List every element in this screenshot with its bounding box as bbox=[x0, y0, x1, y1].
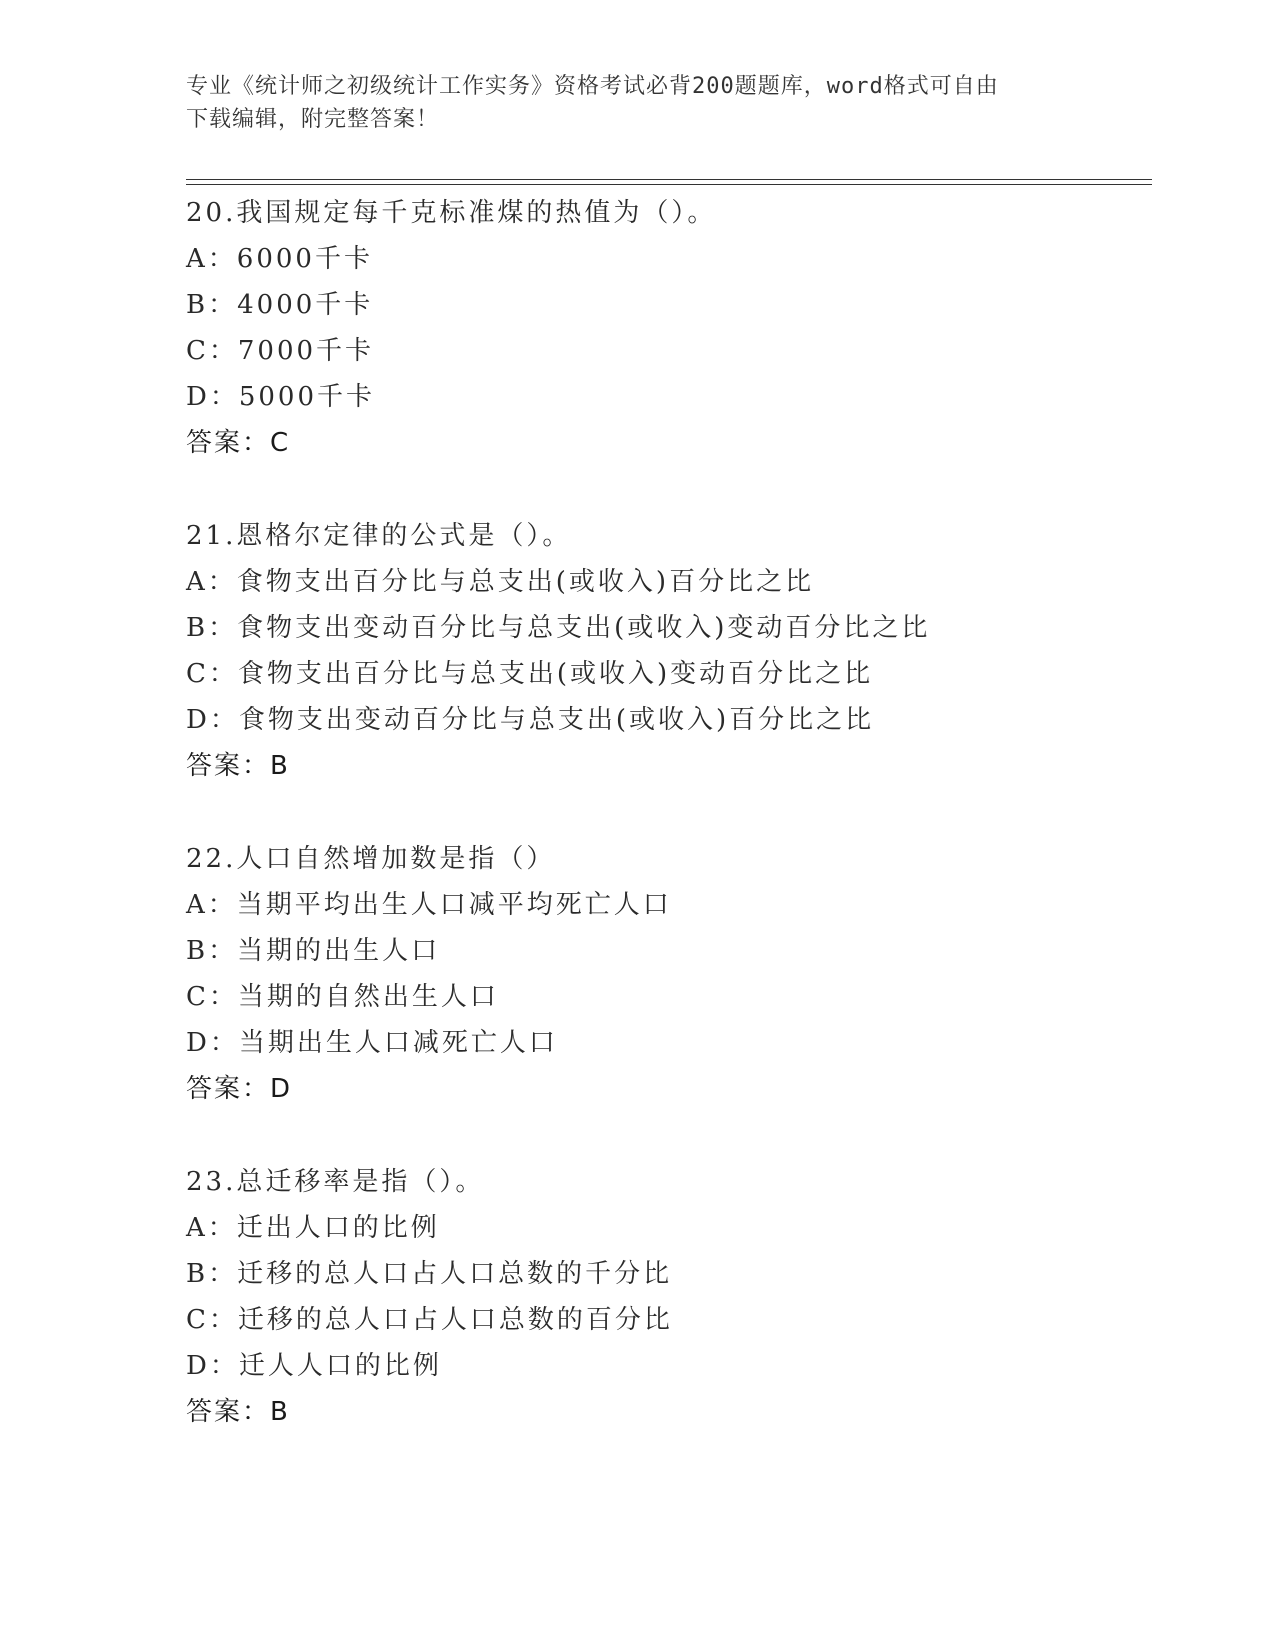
question-stem: 23.总迁移率是指（）。 bbox=[186, 1167, 485, 1197]
header-line-2: 下载编辑，附完整答案！ bbox=[186, 107, 440, 132]
option-b: B：当期的出生人口 bbox=[186, 936, 441, 966]
option-b: B：4000千卡 bbox=[186, 290, 374, 320]
question-21 bbox=[186, 513, 1152, 789]
header-divider-top bbox=[186, 179, 1152, 180]
question-20 bbox=[186, 190, 1152, 466]
question-list bbox=[186, 190, 1152, 1435]
option-c: C：当期的自然出生人口 bbox=[186, 982, 499, 1012]
option-d: D：食物支出变动百分比与总支出(或收入)百分比之比 bbox=[186, 705, 875, 735]
answer-label: 答案：B bbox=[186, 751, 290, 781]
option-a: A：食物支出百分比与总支出(或收入)百分比之比 bbox=[186, 567, 815, 597]
option-b: B：食物支出变动百分比与总支出(或收入)变动百分比之比 bbox=[186, 613, 931, 643]
option-c: C：食物支出百分比与总支出(或收入)变动百分比之比 bbox=[186, 659, 874, 689]
question-stem: 21.恩格尔定律的公式是（）。 bbox=[186, 521, 572, 551]
header-divider-bottom bbox=[186, 184, 1152, 185]
document-header bbox=[186, 70, 1086, 136]
option-c: C：迁移的总人口占人口总数的百分比 bbox=[186, 1305, 673, 1335]
option-b: B：迁移的总人口占人口总数的千分比 bbox=[186, 1259, 673, 1289]
option-a: A：当期平均出生人口减平均死亡人口 bbox=[186, 890, 672, 920]
answer-label: 答案：B bbox=[186, 1397, 290, 1427]
option-a: A：6000千卡 bbox=[186, 244, 373, 274]
question-23 bbox=[186, 1159, 1152, 1435]
option-d: D：迁人人口的比例 bbox=[186, 1351, 442, 1381]
option-c: C：7000千卡 bbox=[186, 336, 375, 366]
answer-label: 答案：D bbox=[186, 1074, 293, 1104]
header-line-1: 专业《统计师之初级统计工作实务》资格考试必背200题题库，word格式可自由 bbox=[186, 74, 999, 99]
question-22 bbox=[186, 836, 1152, 1112]
answer-label: 答案：C bbox=[186, 428, 291, 458]
option-a: A：迁出人口的比例 bbox=[186, 1213, 440, 1243]
option-d: D：当期出生人口减死亡人口 bbox=[186, 1028, 558, 1058]
question-stem: 22.人口自然增加数是指（） bbox=[186, 844, 556, 874]
option-d: D：5000千卡 bbox=[186, 382, 376, 412]
question-stem: 20.我国规定每千克标准煤的热值为（）。 bbox=[186, 198, 717, 228]
